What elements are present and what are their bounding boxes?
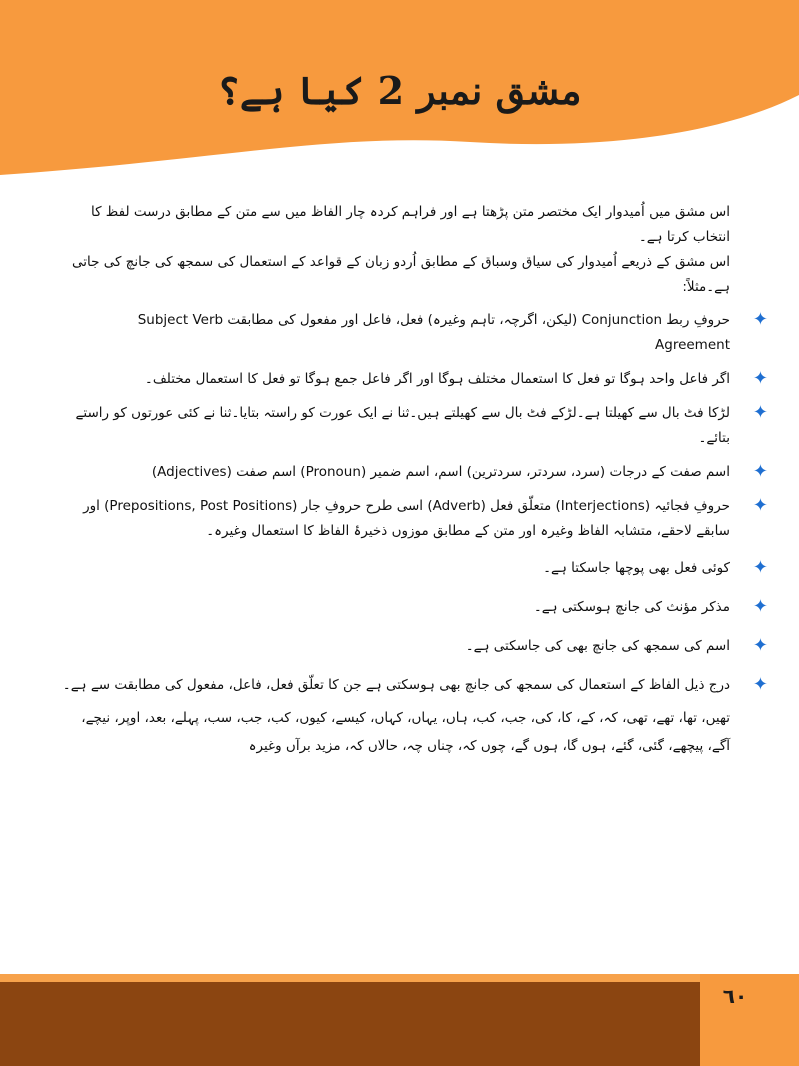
star-bullet-icon: ✦ (752, 368, 768, 389)
star-bullet-icon: ✦ (752, 635, 768, 656)
star-bullet-icon: ✦ (752, 309, 768, 330)
star-bullet-icon: ✦ (752, 557, 768, 578)
intro-paragraph-2: اس مشق کے ذریعے اُمیدوار کی سیاق وسباق کے مطابق اُردو زبان کے قواعد کے استعمال کی سمجھ کی جانچ کی جاتی ہے۔مثلاً: (71, 254, 730, 295)
list-item: ✦ حروفِ فجائیہ (Interjections) متعلّق فعل (Adverb) اسی طرح حروفِ جار (Prepositions, Post Positions) اور سابقے لاحقے، متشابہ الفاظ وغیرہ اور متن کے مطابق موزوں ذخیرۂ الفاظ کا استعمال وغیرہ۔ (83, 495, 768, 539)
grammar-points-list (60, 308, 768, 544)
page-title: مشق نمبر 2 کیا ہے؟ (217, 68, 582, 113)
checks-list (60, 556, 768, 698)
list-item: ✦ مذکر مؤنث کی جانچ ہوسکتی ہے۔ (533, 596, 768, 617)
list-item: ✦ درج ذیل الفاظ کے استعمال کی سمجھ کی جانچ بھی ہوسکتی ہے جن کا تعلّق فعل، فاعل، مفعول کی مطابقت سے ہے۔ (62, 674, 768, 695)
word-examples: تھیں، تھا، تھے، تھی، کہ، کے، کا، کی، جب، کب، ہاں، یہاں، کہاں، کیسے، کیوں، کب، جب، سب، پہلے، بعد، اوپر، نیچے، آگے، پیچھے، گئی، گئے، ہوں گا، ہوں گے، چوں کہ، چناں چہ، حالاں کہ، مزید برآں وغیرہ (81, 710, 730, 754)
star-bullet-icon: ✦ (752, 402, 768, 423)
list-item: ✦ اسم صفت کے درجات (سرد، سردتر، سردترین) اسم، اسم ضمیر (Pronoun) اسم صفت (Adjectives) (151, 461, 768, 482)
footer-accent-strip (0, 974, 799, 982)
list-item: ✦ حروفِ ربط Conjunction (لیکن، اگرچہ، تاہم وغیرہ) فعل، فاعل اور مفعول کی مطابقت Subject Verb Agreement (137, 309, 768, 353)
list-item: ✦ اگر فاعل واحد ہوگا تو فعل کا استعمال مختلف ہوگا اور اگر فاعل جمع ہوگا تو فعل کا استعمال مختلف۔ (144, 368, 768, 389)
star-bullet-icon: ✦ (752, 495, 768, 516)
star-bullet-icon: ✦ (752, 461, 768, 482)
star-bullet-icon: ✦ (752, 596, 768, 617)
main-content (60, 200, 768, 760)
footer-bar (0, 982, 700, 1066)
list-item: ✦ لڑکا فٹ بال سے کھیلتا ہے۔لڑکے فٹ بال سے کھیلتے ہیں۔ثنا نے ایک عورت کو راستہ بتایا۔ثنا نے کئی عورتوں کو راستے بتائے۔ (75, 402, 768, 446)
list-item: ✦ کوئی فعل بھی پوچھا جاسکتا ہے۔ (543, 557, 768, 578)
page-number: ٦٠ (722, 984, 748, 1008)
intro-paragraph-1: اس مشق میں اُمیدوار ایک مختصر متن پڑھتا ہے اور فراہم کردہ چار الفاظ میں سے متن کے مطابق درست لفظ کا انتخاب کرتا ہے۔ (90, 204, 730, 245)
list-item: ✦ اسم کی سمجھ کی جانچ بھی کی جاسکتی ہے۔ (465, 635, 768, 656)
star-bullet-icon: ✦ (752, 674, 768, 695)
